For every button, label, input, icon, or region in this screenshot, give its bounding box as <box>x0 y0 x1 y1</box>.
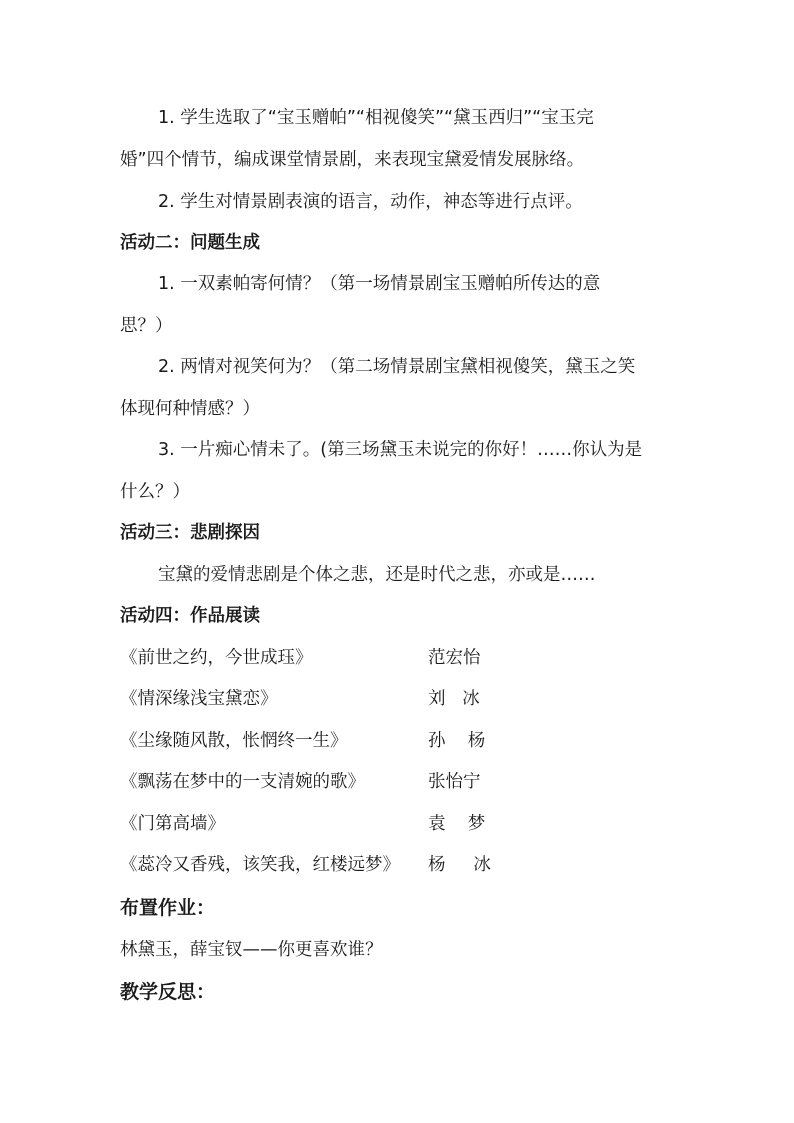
homework-text: 林黛玉，薛宝钗——你更喜欢谁？ <box>120 940 383 960</box>
question-3-line-2: 什么？） <box>120 482 190 502</box>
question-1-line-1: 1. 一双素帕寄何情？（第一场情景剧宝玉赠帕所传达的意 <box>158 274 601 294</box>
paragraph-1-line-2: 婚”四个情节，编成课堂情景剧，来表现宝黛爱情发展脉络。 <box>120 150 585 170</box>
work-author: 张怡宁 <box>428 772 481 792</box>
paragraph-1-line-1: 1. 学生选取了“宝玉赠帕”“相视傻笑”“黛玉西归”“宝玉完 <box>158 108 594 128</box>
question-2-line-2: 体现何种情感？） <box>120 399 260 419</box>
activity-3-text: 宝黛的爱情悲剧是个体之悲，还是时代之悲，亦或是…… <box>158 565 596 585</box>
reflection-heading: 教学反思： <box>120 981 216 1003</box>
activity-2-heading: 活动二：问题生成 <box>120 233 260 253</box>
paragraph-2: 2. 学生对情景剧表演的语言，动作，神态等进行点评。 <box>158 192 583 212</box>
work-author: 范宏怡 <box>428 648 481 668</box>
work-title: 《蕊冷又香残，该笑我，红楼远梦》 <box>120 855 400 875</box>
work-author: 杨 冰 <box>428 855 491 875</box>
activity-4-heading: 活动四：作品展读 <box>120 606 260 626</box>
activity-3-heading: 活动三：悲剧探因 <box>120 523 260 543</box>
work-title: 《尘缘随风散，怅惘终一生》 <box>120 731 348 751</box>
question-2-line-1: 2. 两情对视笑何为？（第二场情景剧宝黛相视傻笑，黛玉之笑 <box>158 357 636 377</box>
work-author: 袁 梦 <box>428 814 486 834</box>
work-author: 孙 杨 <box>428 731 486 751</box>
work-title: 《前世之约，今世成珏》 <box>120 648 313 668</box>
work-title: 《飘荡在梦中的一支清婉的歌》 <box>120 772 365 792</box>
question-3-line-1: 3. 一片痴心情未了。(第三场黛玉未说完的你好！……你认为是 <box>158 440 643 460</box>
work-title: 《门第高墙》 <box>120 814 225 834</box>
work-title: 《情深缘浅宝黛恋》 <box>120 689 278 709</box>
homework-heading: 布置作业： <box>120 897 216 919</box>
question-1-line-2: 思？） <box>120 316 173 336</box>
work-author: 刘 冰 <box>428 689 480 709</box>
